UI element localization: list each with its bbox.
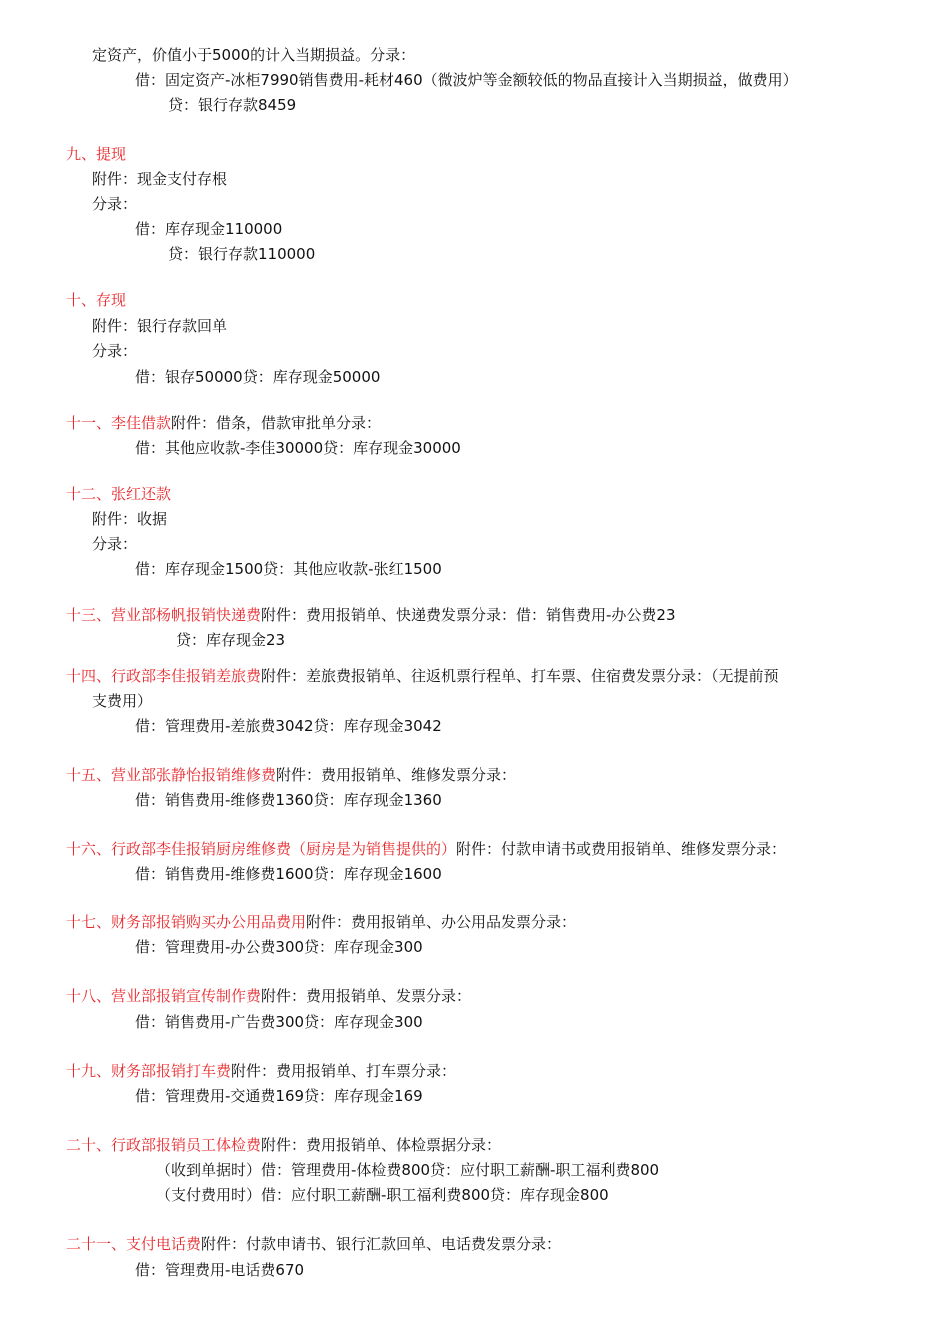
section-line [66, 666, 779, 686]
section-heading: 十、存现 [66, 291, 127, 309]
section-line [66, 1061, 456, 1081]
text-line: （支付费用时）借：应付职工薪酬-职工福利费800贷：库存现金800 [156, 1186, 609, 1204]
section-heading: 十一、李佳借款 [66, 414, 172, 432]
section-line [66, 413, 381, 433]
text-line: 借：其他应收款-李佳30000贷：库存现金30000 [135, 439, 461, 457]
text-line: 分录： [92, 195, 138, 213]
text-line: 借：管理费用-差旅费3042贷：库存现金3042 [135, 717, 442, 735]
section-line [66, 912, 576, 932]
text-line: 借：库存现金110000 [135, 220, 283, 238]
text-line: 贷：库存现金23 [176, 631, 286, 649]
section-line [66, 1234, 561, 1254]
text-line: 借：销售费用-维修费1360贷：库存现金1360 [135, 791, 442, 809]
attachment-text: 附件：付款申请书或费用报销单、维修发票分录： [456, 840, 787, 858]
text-line: 借：库存现金1500贷：其他应收款-张红1500 [135, 560, 442, 578]
section-heading: 十六、行政部李佳报销厨房维修费（厨房是为销售提供的） [66, 840, 457, 858]
section-line [66, 605, 676, 625]
text-line: 借：银存50000贷：库存现金50000 [135, 368, 381, 386]
attachment-text: 附件：费用报销单、快递费发票分录：借：销售费用-办公费23 [261, 606, 676, 624]
section-line [66, 765, 516, 785]
text-line: 借：固定资产-冰柜7990销售费用-耗材460（微波炉等金额较低的物品直接计入当期损益，做费用） [135, 71, 798, 89]
text-line: 定资产，价值小于5000的计入当期损益。分录： [92, 46, 416, 64]
text-line: 分录： [92, 535, 138, 553]
section-heading: 二十一、支付电话费 [66, 1235, 202, 1253]
attachment-text: 附件：费用报销单、维修发票分录： [276, 766, 517, 784]
text-line: 支费用） [92, 692, 153, 710]
attachment-text: 附件：费用报销单、体检票据分录： [261, 1136, 502, 1154]
text-line: （收到单据时）借：管理费用-体检费800贷：应付职工薪酬-职工福利费800 [156, 1161, 660, 1179]
text-line: 附件：现金支付存根 [92, 170, 228, 188]
section-heading: 九、提现 [66, 145, 127, 163]
text-line: 附件：银行存款回单 [92, 317, 228, 335]
text-line: 借：管理费用-办公费300贷：库存现金300 [135, 938, 423, 956]
text-line: 借：管理费用-电话费670 [135, 1261, 305, 1279]
text-line: 借：销售费用-维修费1600贷：库存现金1600 [135, 865, 442, 883]
attachment-text: 附件：费用报销单、发票分录： [261, 987, 472, 1005]
text-line: 附件：收据 [92, 510, 168, 528]
section-line [66, 986, 471, 1006]
section-heading: 十七、财务部报销购买办公用品费用 [66, 913, 307, 931]
section-heading: 十九、财务部报销打车费 [66, 1062, 232, 1080]
attachment-text: 附件：付款申请书、银行汇款回单、电话费发票分录： [201, 1235, 562, 1253]
section-heading: 十四、行政部李佳报销差旅费 [66, 667, 262, 685]
section-heading: 十五、营业部张静怡报销维修费 [66, 766, 277, 784]
text-line: 分录： [92, 342, 138, 360]
section-heading: 十二、张红还款 [66, 485, 172, 503]
section-heading: 十三、营业部杨帆报销快递费 [66, 606, 262, 624]
text-line: 贷：银行存款8459 [168, 96, 297, 114]
attachment-text: 附件：费用报销单、打车票分录： [231, 1062, 457, 1080]
attachment-text: 附件：借条，借款审批单分录： [171, 414, 382, 432]
attachment-text: 附件：费用报销单、办公用品发票分录： [306, 913, 577, 931]
text-line: 借：销售费用-广告费300贷：库存现金300 [135, 1013, 423, 1031]
section-line [66, 839, 786, 859]
text-line: 借：管理费用-交通费169贷：库存现金169 [135, 1087, 423, 1105]
section-heading: 十八、营业部报销宣传制作费 [66, 987, 262, 1005]
text-line: 贷：银行存款110000 [168, 245, 316, 263]
section-line [66, 1135, 501, 1155]
attachment-text: 附件：差旅费报销单、往返机票行程单、打车票、住宿费发票分录：（无提前预 [261, 667, 779, 685]
section-heading: 二十、行政部报销员工体检费 [66, 1136, 262, 1154]
